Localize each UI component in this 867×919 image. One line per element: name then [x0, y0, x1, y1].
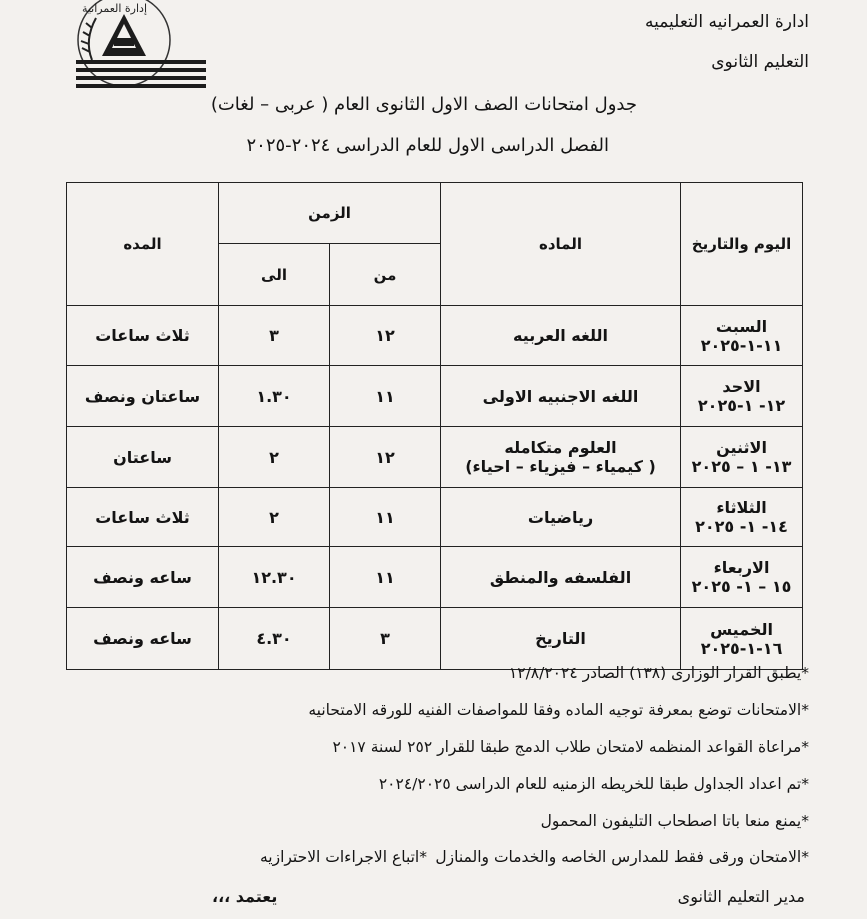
date-label: ١٢- ١-٢٠٢٥	[697, 396, 786, 415]
header-time: الزمن	[219, 183, 441, 244]
note-item: *يطبق القرار الوزارى (١٣٨) الصادر ١٢/٨/٢٠٢٤	[508, 664, 809, 682]
day-date-cell	[681, 366, 803, 427]
day-date-cell	[681, 488, 803, 547]
note-item: *الامتحان ورقى فقط للمدارس الخاصه والخدمات والمنازل	[435, 848, 809, 866]
director-title: مدير التعليم الثانوى	[677, 887, 805, 906]
note-item-extra: *اتباع الاجراءات الاحترازيه	[259, 848, 427, 866]
day-label: الخميس	[710, 619, 773, 639]
from-cell: ١١	[330, 547, 441, 608]
education-emblem-icon	[62, 0, 212, 100]
from-cell: ٣	[330, 608, 441, 670]
to-cell: ٣	[219, 306, 330, 366]
duration-cell: ساعتان ونصف	[67, 366, 219, 427]
from-cell: ١١	[330, 488, 441, 547]
day-date-cell	[681, 608, 803, 670]
date-label: ١٤- ١- ٢٠٢٥	[695, 517, 788, 536]
subject-cell: التاريخ	[441, 608, 681, 670]
table-row	[67, 366, 803, 427]
note-item: *تم اعداد الجداول طبقا للخريطه الزمنيه للعام الدراسى ٢٠٢٤/٢٠٢٥	[378, 775, 809, 793]
date-label: ١٦-١-٢٠٢٥	[700, 638, 783, 658]
header-to: الى	[219, 244, 330, 306]
day-date-cell	[681, 306, 803, 366]
document-title: جدول امتحانات الصف الاول الثانوى العام ( عربى – لغات)	[210, 94, 637, 115]
header-subject: الماده	[441, 183, 681, 306]
duration-cell: ساعتان	[67, 427, 219, 488]
note-item: *يمنع منعا باتا اصطحاب التليفون المحمول	[540, 812, 809, 830]
to-cell: ٤.٣٠	[219, 608, 330, 670]
day-label: السبت	[715, 316, 768, 336]
subject-cell: الفلسفه والمنطق	[441, 547, 681, 608]
date-label: ١٣- ١ – ٢٠٢٥	[691, 457, 792, 476]
from-cell: ١١	[330, 366, 441, 427]
subject-detail: ( كيمياء – فيزياء – احياء)	[465, 457, 656, 476]
note-item: *مراعاة القواعد المنظمه لامتحان طلاب الدمج طبقا للقرار ٢٥٢ لسنة ٢٠١٧	[332, 738, 809, 756]
education-stage: التعليم الثانوى	[711, 52, 809, 72]
subject-cell: اللغه العربيه	[441, 306, 681, 366]
table-header-row	[67, 183, 803, 244]
date-label: ١١-١-٢٠٢٥	[700, 335, 783, 355]
table-row	[67, 427, 803, 488]
note-item: *الامتحانات توضع بمعرفة توجيه الماده وفقا للمواصفات الفنيه للورقه الامتحانيه	[308, 701, 809, 719]
from-cell: ١٢	[330, 306, 441, 366]
exam-schedule-table	[66, 182, 803, 670]
to-cell: ١.٣٠	[219, 366, 330, 427]
subject-cell: اللغه الاجنبيه الاولى	[441, 366, 681, 427]
subject-cell: رياضيات	[441, 488, 681, 547]
duration-cell: ثلاث ساعات	[67, 306, 219, 366]
administration-name: ادارة العمرانيه التعليميه	[644, 12, 809, 32]
day-label: الاثنين	[716, 438, 767, 457]
day-date-cell	[681, 427, 803, 488]
table-row	[67, 306, 803, 366]
day-date-cell	[681, 547, 803, 608]
day-label: الاربعاء	[713, 558, 770, 577]
duration-cell: ساعه ونصف	[67, 608, 219, 670]
logo	[62, 0, 212, 100]
to-cell: ١٢.٣٠	[219, 547, 330, 608]
term-subtitle: الفصل الدراسى الاول للعام الدراسى ٢٠٢٤-٢٠٢٥	[246, 135, 609, 156]
to-cell: ٢	[219, 488, 330, 547]
header-duration: المده	[67, 183, 219, 306]
table-row	[67, 488, 803, 547]
subject-cell	[441, 427, 681, 488]
from-cell: ١٢	[330, 427, 441, 488]
to-cell: ٢	[219, 427, 330, 488]
logo-text: إدارة العمرانية	[81, 2, 147, 15]
day-label: الاحد	[722, 377, 761, 396]
subject-label: العلوم متكامله	[504, 438, 617, 457]
duration-cell: ثلاث ساعات	[67, 488, 219, 547]
duration-cell: ساعه ونصف	[67, 547, 219, 608]
day-label: الثلاثاء	[716, 498, 767, 517]
table-row	[67, 547, 803, 608]
header-day-date: اليوم والتاريخ	[681, 183, 803, 306]
table-row	[67, 608, 803, 670]
header-from: من	[330, 244, 441, 306]
date-label: ١٥ – ١- ٢٠٢٥	[691, 577, 792, 596]
approval-label: يعتمد ،،،	[212, 887, 278, 906]
